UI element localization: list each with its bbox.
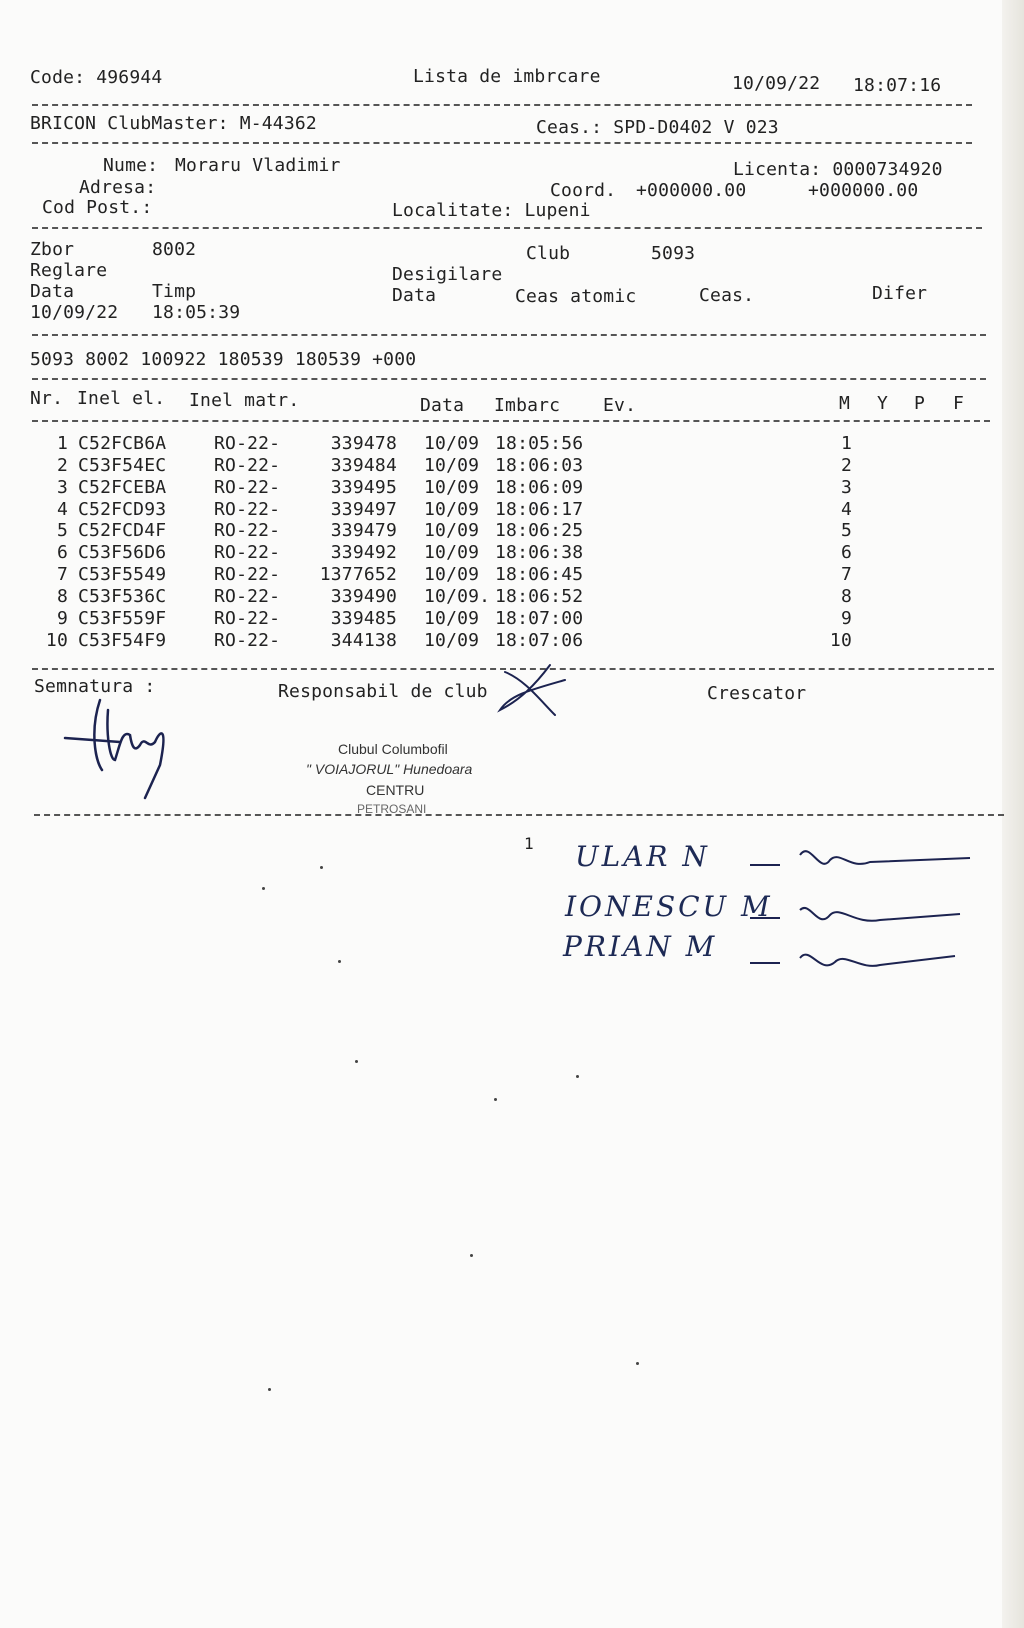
- reglare-date: 10/09/22: [30, 302, 119, 323]
- cell-inel-el: C53F536C: [78, 586, 167, 607]
- club-stamp-line1: Clubul Columbofil: [338, 741, 448, 757]
- atomic-clock-label: Ceas atomic: [515, 286, 637, 307]
- column-data: Data: [420, 395, 465, 416]
- cell-m: 8: [840, 586, 852, 607]
- cell-ring-prefix: RO-22-: [214, 499, 281, 520]
- reglare-label: Reglare: [30, 260, 108, 281]
- postal-code-label: Cod Post.:: [42, 197, 153, 218]
- cell-ring-prefix: RO-22-: [214, 477, 281, 498]
- cell-time: 18:06:03: [495, 455, 584, 476]
- cell-inel-matr: 339495: [330, 477, 397, 498]
- cell-ring-prefix: RO-22-: [214, 455, 281, 476]
- separator: [32, 227, 982, 229]
- cell-inel-matr: 339485: [330, 608, 397, 629]
- separator: [32, 420, 990, 422]
- cell-inel-el: C53F559F: [78, 608, 167, 629]
- club-number: 5093: [651, 243, 696, 264]
- cell-date: 10/09: [424, 564, 480, 585]
- clock-id: Ceas.: SPD-D0402 V 023: [536, 117, 779, 138]
- signature-label: Semnatura :: [34, 676, 156, 697]
- cell-m: 6: [840, 542, 852, 563]
- cell-date: 10/09: [424, 542, 480, 563]
- cell-m: 1: [840, 433, 852, 454]
- cell-inel-matr: 339478: [330, 433, 397, 454]
- document-code: Code: 496944: [30, 67, 163, 88]
- column-inel-el: Inel el.: [77, 388, 166, 409]
- cell-ring-prefix: RO-22-: [214, 586, 281, 607]
- difference-label: Difer: [872, 283, 928, 304]
- handwritten-signatures: [740, 830, 980, 1000]
- cell-date: 10/09: [424, 477, 480, 498]
- paper-speck: [268, 1388, 271, 1391]
- cell-date: 10/09: [424, 608, 480, 629]
- cell-ring-prefix: RO-22-: [214, 564, 281, 585]
- cell-inel-matr: 339492: [330, 542, 397, 563]
- desigilare-date-label: Data: [392, 285, 437, 306]
- cell-inel-matr: 1377652: [319, 564, 397, 585]
- cell-inel-el: C53F56D6: [78, 542, 167, 563]
- separator: [32, 378, 986, 380]
- flight-number: 8002: [152, 239, 197, 260]
- club-stamp-line2: " VOIAJORUL" Hunedoara: [306, 761, 473, 777]
- cell-date: 10/09.: [424, 586, 491, 607]
- handwritten-line1: ULAR N: [575, 840, 710, 873]
- cell-nr: 4: [56, 499, 68, 520]
- cell-time: 18:06:09: [495, 477, 584, 498]
- signature-scribble: [60, 690, 180, 800]
- column-ev: Ev.: [603, 395, 637, 416]
- cell-nr: 3: [56, 477, 68, 498]
- clock-label: Ceas.: [699, 285, 755, 306]
- cell-inel-el: C53F5549: [78, 564, 167, 585]
- name-label: Nume:: [103, 155, 159, 176]
- column-y: Y: [877, 393, 889, 414]
- breeder-label: Crescator: [707, 683, 807, 704]
- cell-m: 9: [840, 608, 852, 629]
- cell-m: 10: [829, 630, 852, 651]
- header-date: 10/09/22: [732, 73, 821, 94]
- cell-time: 18:07:00: [495, 608, 584, 629]
- cell-time: 18:06:45: [495, 564, 584, 585]
- cell-date: 10/09: [424, 455, 480, 476]
- flight-label: Zbor: [30, 239, 75, 260]
- paper-speck: [576, 1075, 579, 1078]
- cell-time: 18:06:25: [495, 520, 584, 541]
- paper-speck: [494, 1098, 497, 1101]
- cell-ring-prefix: RO-22-: [214, 520, 281, 541]
- license-number: Licenta: 0000734920: [733, 159, 943, 180]
- cell-inel-el: C52FCD4F: [78, 520, 167, 541]
- column-f: F: [953, 393, 965, 414]
- cell-nr: 6: [56, 542, 68, 563]
- cell-inel-matr: 344138: [330, 630, 397, 651]
- paper-speck: [338, 960, 341, 963]
- paper-edge-shadow: [1002, 0, 1024, 1628]
- cell-nr: 7: [56, 564, 68, 585]
- cell-inel-el: C52FCD93: [78, 499, 167, 520]
- locality: Localitate: Lupeni: [392, 200, 591, 221]
- handwritten-line2: IONESCU M: [565, 890, 773, 923]
- cell-inel-matr: 339497: [330, 499, 397, 520]
- reglare-time: 18:05:39: [152, 302, 241, 323]
- owner-name: Moraru Vladimir: [175, 155, 341, 176]
- paper-speck: [636, 1362, 639, 1365]
- club-stamp-line3: CENTRU: [366, 782, 425, 798]
- reglare-time-label: Timp: [152, 281, 197, 302]
- page-title: Lista de imbrcare: [413, 66, 601, 87]
- cell-nr: 8: [56, 586, 68, 607]
- separator: [32, 104, 972, 106]
- separator: [32, 334, 986, 336]
- page-number: 1: [524, 834, 534, 853]
- address-label: Adresa:: [79, 177, 157, 198]
- club-stamp-line4: PETROSANI: [357, 802, 427, 816]
- cell-date: 10/09: [424, 520, 480, 541]
- handwritten-line3: PRIAN M: [563, 930, 718, 963]
- coord-x: +000000.00: [636, 180, 747, 201]
- cell-inel-matr: 339490: [330, 586, 397, 607]
- paper-speck: [262, 887, 265, 890]
- separator: [34, 814, 1004, 816]
- column-p: P: [914, 393, 926, 414]
- paper-speck: [470, 1254, 473, 1257]
- cell-nr: 5: [56, 520, 68, 541]
- cell-ring-prefix: RO-22-: [214, 608, 281, 629]
- paper-speck: [320, 866, 323, 869]
- cell-time: 18:07:06: [495, 630, 584, 651]
- cell-nr: 10: [45, 630, 68, 651]
- cell-date: 10/09: [424, 499, 480, 520]
- cell-nr: 9: [56, 608, 68, 629]
- separator: [32, 142, 972, 144]
- cell-inel-el: C52FCB6A: [78, 433, 167, 454]
- cell-m: 2: [840, 455, 852, 476]
- column-inel-matr: Inel matr.: [189, 390, 300, 411]
- cell-time: 18:05:56: [495, 433, 584, 454]
- cell-date: 10/09: [424, 433, 480, 454]
- desigilare-label: Desigilare: [392, 264, 503, 285]
- column-imbarc: Imbarc: [494, 395, 561, 416]
- reglare-date-label: Data: [30, 281, 75, 302]
- cell-inel-matr: 339484: [330, 455, 397, 476]
- cell-time: 18:06:38: [495, 542, 584, 563]
- coord-y: +000000.00: [808, 180, 919, 201]
- cell-inel-el: C53F54EC: [78, 455, 167, 476]
- column-m: M: [839, 393, 851, 414]
- clubmaster-id: BRICON ClubMaster: M-44362: [30, 113, 317, 134]
- cell-nr: 2: [56, 455, 68, 476]
- cell-inel-el: C53F54F9: [78, 630, 167, 651]
- coord-label: Coord.: [550, 180, 617, 201]
- club-label: Club: [526, 243, 571, 264]
- column-nr: Nr.: [30, 388, 64, 409]
- cell-ring-prefix: RO-22-: [214, 433, 281, 454]
- cell-time: 18:06:52: [495, 586, 584, 607]
- cell-nr: 1: [56, 433, 68, 454]
- cell-time: 18:06:17: [495, 499, 584, 520]
- header-time: 18:07:16: [853, 75, 942, 96]
- responsible-signature: [495, 660, 575, 720]
- cell-inel-el: C52FCEBA: [78, 477, 167, 498]
- cell-m: 4: [840, 499, 852, 520]
- cell-inel-matr: 339479: [330, 520, 397, 541]
- cell-m: 5: [840, 520, 852, 541]
- summary-code-line: 5093 8002 100922 180539 180539 +000: [30, 349, 417, 370]
- cell-m: 3: [840, 477, 852, 498]
- club-responsible-label: Responsabil de club: [278, 681, 488, 702]
- paper-speck: [355, 1060, 358, 1063]
- cell-date: 10/09: [424, 630, 480, 651]
- cell-ring-prefix: RO-22-: [214, 630, 281, 651]
- cell-m: 7: [840, 564, 852, 585]
- cell-ring-prefix: RO-22-: [214, 542, 281, 563]
